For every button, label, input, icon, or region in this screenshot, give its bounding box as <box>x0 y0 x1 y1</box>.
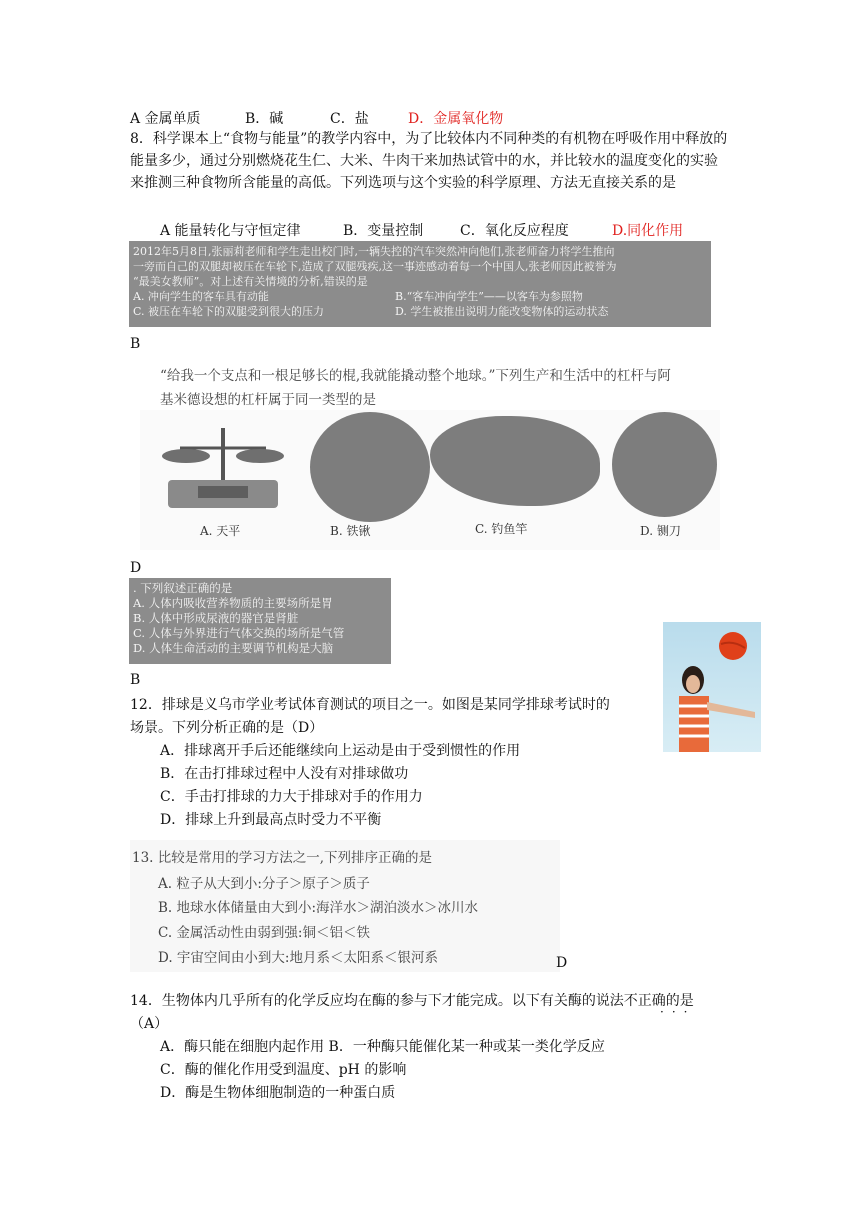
q9-scanned-question <box>129 241 711 327</box>
q12-option-b: B．在击打排球过程中人没有对排球做功 <box>160 766 409 782</box>
q11-option-b: B. 人体中形成尿液的器官是肾脏 <box>133 611 299 625</box>
caption-a: A. 天平 <box>200 524 241 538</box>
q9-option-d: D. 学生被推出说明力能改变物体的运动状态 <box>395 305 609 318</box>
q13-option-b: B. 地球水体储量由大到小:海洋水＞湖泊淡水＞冰川水 <box>158 900 479 916</box>
q11-option-c: C. 人体与外界进行气体交换的场所是气管 <box>133 626 345 640</box>
q9-answer: B <box>130 336 141 352</box>
q11-scanned-question <box>129 578 391 664</box>
q9-line-2: 一旁而自己的双腿却被压在车轮下,造成了双腿残疾,这一事迹感动着每一个中国人,张老师因此被誉为 <box>133 260 617 273</box>
q11-option-d: D. 人体生命活动的主要调节机构是大脑 <box>133 641 334 655</box>
shovel-worker-image <box>310 412 430 522</box>
q7-option-a: A 金属单质 <box>130 111 201 127</box>
q8-option-b: B．变量控制 <box>343 223 424 239</box>
q9-option-a: A. 冲向学生的客车具有动能 <box>133 290 269 303</box>
q12-option-c: C．手击打排球的力大于排球对手的作用力 <box>160 789 423 805</box>
emphasis-dots: ··· <box>660 1005 696 1019</box>
q7-option-b: B．碱 <box>245 111 284 127</box>
q14-stem-line-1: 14．生物体内几乎所有的化学反应均在酶的参与下才能完成。以下有关酶的说法不正确的是 <box>130 993 694 1009</box>
q10-line-1: “给我一个支点和一根足够长的棍,我就能撬动整个地球。”下列生产和生活中的杠杆与阿 <box>160 368 671 384</box>
q13-scanned-question <box>130 840 560 972</box>
q12-stem-line-2: 场景。下列分析正确的是（D） <box>130 720 324 736</box>
q13-answer: D <box>556 955 568 971</box>
q8-stem: 8．科学课本上“食物与能量”的教学内容中，为了比较体内不同种类的有机物在呼吸作用中释放的能量多少，通过分别燃烧花生仁、大米、牛肉干来加热试管中的水，并比较水的温度变化的实验来推测三种食物所含能量的高低。下列选项与这个实验的科学原理、方法无直接关系的是 <box>130 131 728 191</box>
q9-option-b: B.“客车冲向学生”——以客车为参照物 <box>395 290 583 303</box>
q8-option-c: C．氧化反应程度 <box>460 223 569 239</box>
q12-option-d: D．排球上升到最高点时受力不平衡 <box>160 812 382 828</box>
q9-option-c: C. 被压在车轮下的双腿受到很大的压力 <box>133 305 325 318</box>
q14-option-c: C．酶的催化作用受到温度、pH 的影响 <box>160 1062 407 1078</box>
q14-option-d: D．酶是生物体细胞制造的一种蛋白质 <box>160 1085 396 1101</box>
fishing-rod-image <box>430 416 600 506</box>
q9-line-3: “最美女教师”。对上述有关情境的分析,错误的是 <box>133 275 368 288</box>
q13-option-d: D. 宇宙空间由小到大:地月系＜太阳系＜银河系 <box>158 950 438 966</box>
q9-line-1: 2012年5月8日,张丽莉老师和学生走出校门时,一辆失控的汽车突然冲向他们,张老师奋力将学生推向 <box>133 245 615 258</box>
q14-stem-line-2: （A） <box>130 1016 169 1032</box>
q11-answer: B <box>130 672 141 688</box>
q12-option-a: A．排球离开手后还能继续向上运动是由于受到惯性的作用 <box>160 743 521 759</box>
q10-lever-illustrations <box>140 410 720 550</box>
q7-option-d-answer: D．金属氧化物 <box>408 111 504 127</box>
caption-b: B. 铁锹 <box>330 524 371 538</box>
q8-option-a: A 能量转化与守恒定律 <box>160 223 301 239</box>
caption-c: C. 钓鱼竿 <box>475 522 528 536</box>
volleyball-photo <box>663 622 761 752</box>
guillotine-cutter-image <box>612 412 717 517</box>
q13-stem: 13. 比较是常用的学习方法之一,下列排序正确的是 <box>132 850 433 866</box>
q7-option-c: C．盐 <box>330 111 369 127</box>
q13-option-a: A. 粒子从大到小:分子＞原子＞质子 <box>158 876 370 892</box>
q13-option-c: C. 金属活动性由弱到强:铜＜铝＜铁 <box>158 925 370 941</box>
caption-d: D. 铡刀 <box>640 524 681 538</box>
q8-option-d-answer: D.同化作用 <box>612 223 684 239</box>
q10-answer: D <box>130 560 142 576</box>
balance-scale-image <box>158 418 288 518</box>
q14-option-a-b: A．酶只能在细胞内起作用 B．一种酶只能催化某一种或某一类化学反应 <box>160 1039 605 1055</box>
q12-stem-line-1: 12．排球是义乌市学业考试体育测试的项目之一。如图是某同学排球考试时的 <box>130 697 610 713</box>
q11-option-a: A. 人体内吸收营养物质的主要场所是胃 <box>133 596 333 610</box>
q10-line-2: 基米德设想的杠杆属于同一类型的是 <box>160 392 376 408</box>
q11-stem: . 下列叙述正确的是 <box>133 581 233 595</box>
